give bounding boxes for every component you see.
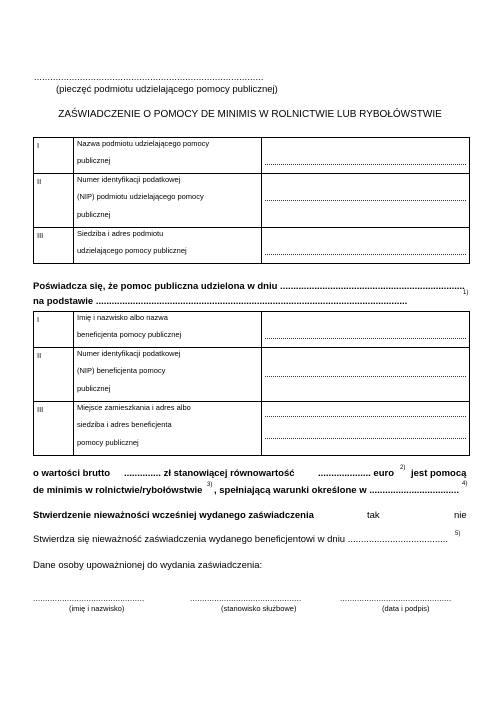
value-pln: .............. zł stanowiącej równowartość [124,468,295,479]
fill-field[interactable] [262,174,470,228]
table-row [34,312,470,348]
footnote-4: 4) [462,481,468,487]
value-label: o wartości brutto [33,468,111,479]
row-number: I [34,312,74,348]
row-label: Miejsce zamieszkania i adres albo siedziba i adres beneficjenta pomocy publicznej [74,402,262,456]
fill-field[interactable] [262,138,470,174]
row-label: Nazwa podmiotu udzielającego pomocy publicznej [74,138,262,174]
table-row [34,138,470,174]
position-caption: (stanowisko służbowe) [221,604,297,613]
row-number: III [34,228,74,264]
row-label: Numer identyfikacji podatkowej (NIP) beneficjenta pomocy publicznej [74,348,262,402]
certify-line-2: na podstawie ...................................................................................................................... [33,296,408,307]
row-label: Numer identyfikacji podatkowej (NIP) podmiotu udzielającego pomocy publicznej [74,174,262,228]
fill-field[interactable] [262,228,470,264]
table-row [34,228,470,264]
table-row [34,174,470,228]
row-label: Imię i nazwisko albo nazwa beneficjenta pomocy publicznej [74,312,262,348]
position-field[interactable]: .............................................. [190,594,302,603]
footnote-2: 2) [400,465,406,471]
beneficiary-table [33,311,470,456]
row-number: II [34,174,74,228]
name-caption: (imię i nazwisko) [69,604,125,613]
fill-field[interactable] [262,402,470,456]
stamp-dots: ..................................................................................... [34,72,264,82]
footnote-1: 1) [463,290,469,296]
invalidation-label: Stwierdzenie nieważności wcześniej wydanego zaświadczenia [33,510,314,521]
row-label: Siedziba i adres podmiotu udzielającego pomocy publicznej [74,228,262,264]
fill-field[interactable] [262,348,470,402]
document-title: ZAŚWIADCZENIE O POMOCY DE MINIMIS W ROLNICTWIE LUB RYBOŁÓWSTWIE [58,109,442,120]
option-no[interactable]: nie [454,510,467,521]
authorized-label: Dane osoby upoważnionej do wydania zaświadczenia: [33,560,263,571]
row-number: III [34,402,74,456]
stamp-caption: (pieczęć podmiotu udzielającego pomocy publicznej) [56,84,278,95]
row-number: II [34,348,74,402]
name-field[interactable]: .............................................. [33,594,145,603]
value-line-2: de minimis w rolnictwie/rybołówstwie [33,485,203,496]
table-row [34,348,470,402]
footnote-5: 5) [455,531,461,537]
value-euro: .................... euro [318,468,395,479]
invalidation-line: Stwierdza się nieważność zaświadczenia wydanego beneficjentowi w dniu ...................................... [33,534,449,545]
date-signature-field[interactable]: .............................................. [340,594,452,603]
fill-field[interactable] [262,312,470,348]
issuer-table [33,137,470,264]
row-number: I [34,138,74,174]
value-line-2b: , spełniającą warunki określone w .................................. [214,485,459,496]
certify-line-1: Poświadcza się, że pomoc publiczna udzielona w dniu ...................................................................... [33,281,465,292]
option-yes[interactable]: tak [367,510,380,521]
date-signature-caption: (data i podpis) [382,604,430,613]
footnote-3: 3) [207,482,213,488]
value-is-aid: jest pomocą [411,468,467,479]
table-row [34,402,470,456]
